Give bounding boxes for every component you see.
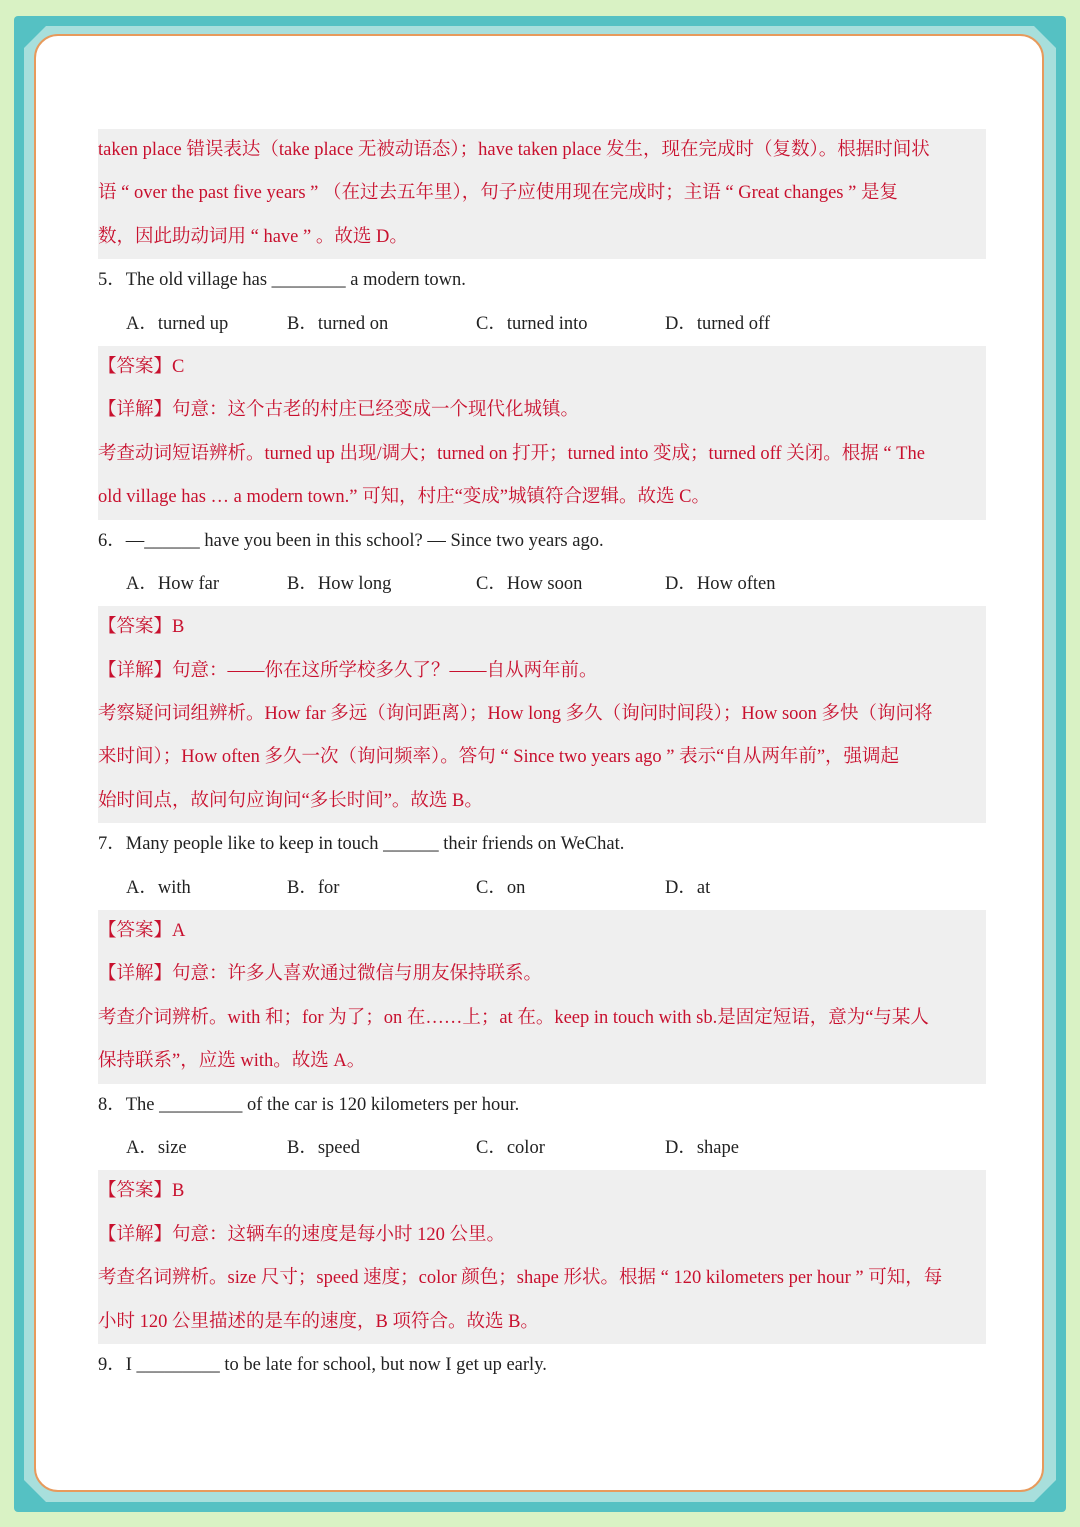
option-d: D．shape xyxy=(665,1137,739,1158)
exercise-content xyxy=(98,129,986,1387)
option-d: D．at xyxy=(665,877,711,898)
answer-label: 【答案】C xyxy=(98,356,185,377)
detail-line: 考查介词辨析。with 和；for 为了；on 在……上；at 在。keep in touch with sb.是固定短语，意为“与某人 xyxy=(98,1007,929,1028)
question-stem-8: 8．The _________ of the car is 120 kilometers per hour. xyxy=(98,1094,520,1115)
option-c: C．color xyxy=(476,1137,545,1158)
answer-block-7 xyxy=(98,910,986,1084)
option-a: A．How far xyxy=(126,573,219,594)
answer-label: 【答案】A xyxy=(98,921,186,942)
answer-block-5 xyxy=(98,346,986,520)
answer-block-6 xyxy=(98,606,986,823)
detail-line: 【详解】句意：这辆车的速度是每小时 120 公里。 xyxy=(98,1224,506,1245)
question-stem-6: 6．—______ have you been in this school? — Since two years ago. xyxy=(98,530,604,551)
option-b: B．for xyxy=(287,877,340,898)
prev-explanation-block xyxy=(98,129,986,259)
detail-line: 考查动词短语辨析。turned up 出现/调大；turned on 打开；turned into 变成；turned off 关闭。根据 “ The xyxy=(98,443,925,464)
question-options-5 xyxy=(98,303,986,346)
detail-line: 【详解】句意：许多人喜欢通过微信与朋友保持联系。 xyxy=(98,964,543,985)
option-c: C．turned into xyxy=(476,313,588,334)
answer-block-8 xyxy=(98,1170,986,1344)
detail-line: 始时间点，故问句应询问“多长时间”。故选 B。 xyxy=(98,790,483,811)
detail-line: 小时 120 公里描述的是车的速度，B 项符合。故选 B。 xyxy=(98,1311,539,1332)
question-options-6 xyxy=(98,563,986,606)
explanation-line: taken place 错误表达（take place 无被动语态）；have taken place 发生，现在完成时（复数）。根据时间状 xyxy=(98,140,930,160)
detail-line: old village has … a modern town.” 可知，村庄“变成”城镇符合逻辑。故选 C。 xyxy=(98,487,710,508)
detail-line: 考查名词辨析。size 尺寸；speed 速度；color 颜色；shape 形状。根据 “ 120 kilometers per hour ” 可知，每 xyxy=(98,1268,943,1289)
option-a: A．size xyxy=(126,1137,187,1158)
answer-label: 【答案】B xyxy=(98,1181,185,1202)
detail-line: 【详解】句意：——你在这所学校多久了？——自从两年前。 xyxy=(98,660,598,681)
question-options-8 xyxy=(98,1127,986,1170)
question-options-7 xyxy=(98,867,986,910)
answer-label: 【答案】B xyxy=(98,617,185,638)
explanation-line: 数，因此助动词用 “ have ” 。故选 D。 xyxy=(98,226,408,247)
detail-line: 来时间）；How often 多久一次（询问频率）。答句 “ Since two years ago ” 表示“自从两年前”，强调起 xyxy=(98,747,900,768)
question-stem-9: 9．I _________ to be late for school, but now I get up early. xyxy=(98,1354,547,1375)
option-a: A．turned up xyxy=(126,313,229,334)
option-b: B．speed xyxy=(287,1137,360,1158)
option-a: A．with xyxy=(126,877,191,898)
question-stem-5: 5．The old village has ________ a modern town. xyxy=(98,270,466,291)
explanation-line: 语 “ over the past five years ” （在过去五年里），句子应使用现在完成时；主语 “ Great changes ” 是复 xyxy=(98,183,898,204)
option-c: C．on xyxy=(476,877,526,898)
detail-line: 保持联系”，应选 with。故选 A。 xyxy=(98,1051,366,1072)
option-d: D．turned off xyxy=(665,313,770,334)
detail-line: 考察疑问词组辨析。How far 多远（询问距离）；How long 多久（询问时间段）；How soon 多快（询问将 xyxy=(98,704,933,725)
detail-line: 【详解】句意：这个古老的村庄已经变成一个现代化城镇。 xyxy=(98,400,580,421)
option-b: B．turned on xyxy=(287,313,389,334)
option-c: C．How soon xyxy=(476,573,583,594)
question-stem-7: 7．Many people like to keep in touch ______ their friends on WeChat. xyxy=(98,834,625,855)
option-d: D．How often xyxy=(665,573,776,594)
option-b: B．How long xyxy=(287,573,392,594)
